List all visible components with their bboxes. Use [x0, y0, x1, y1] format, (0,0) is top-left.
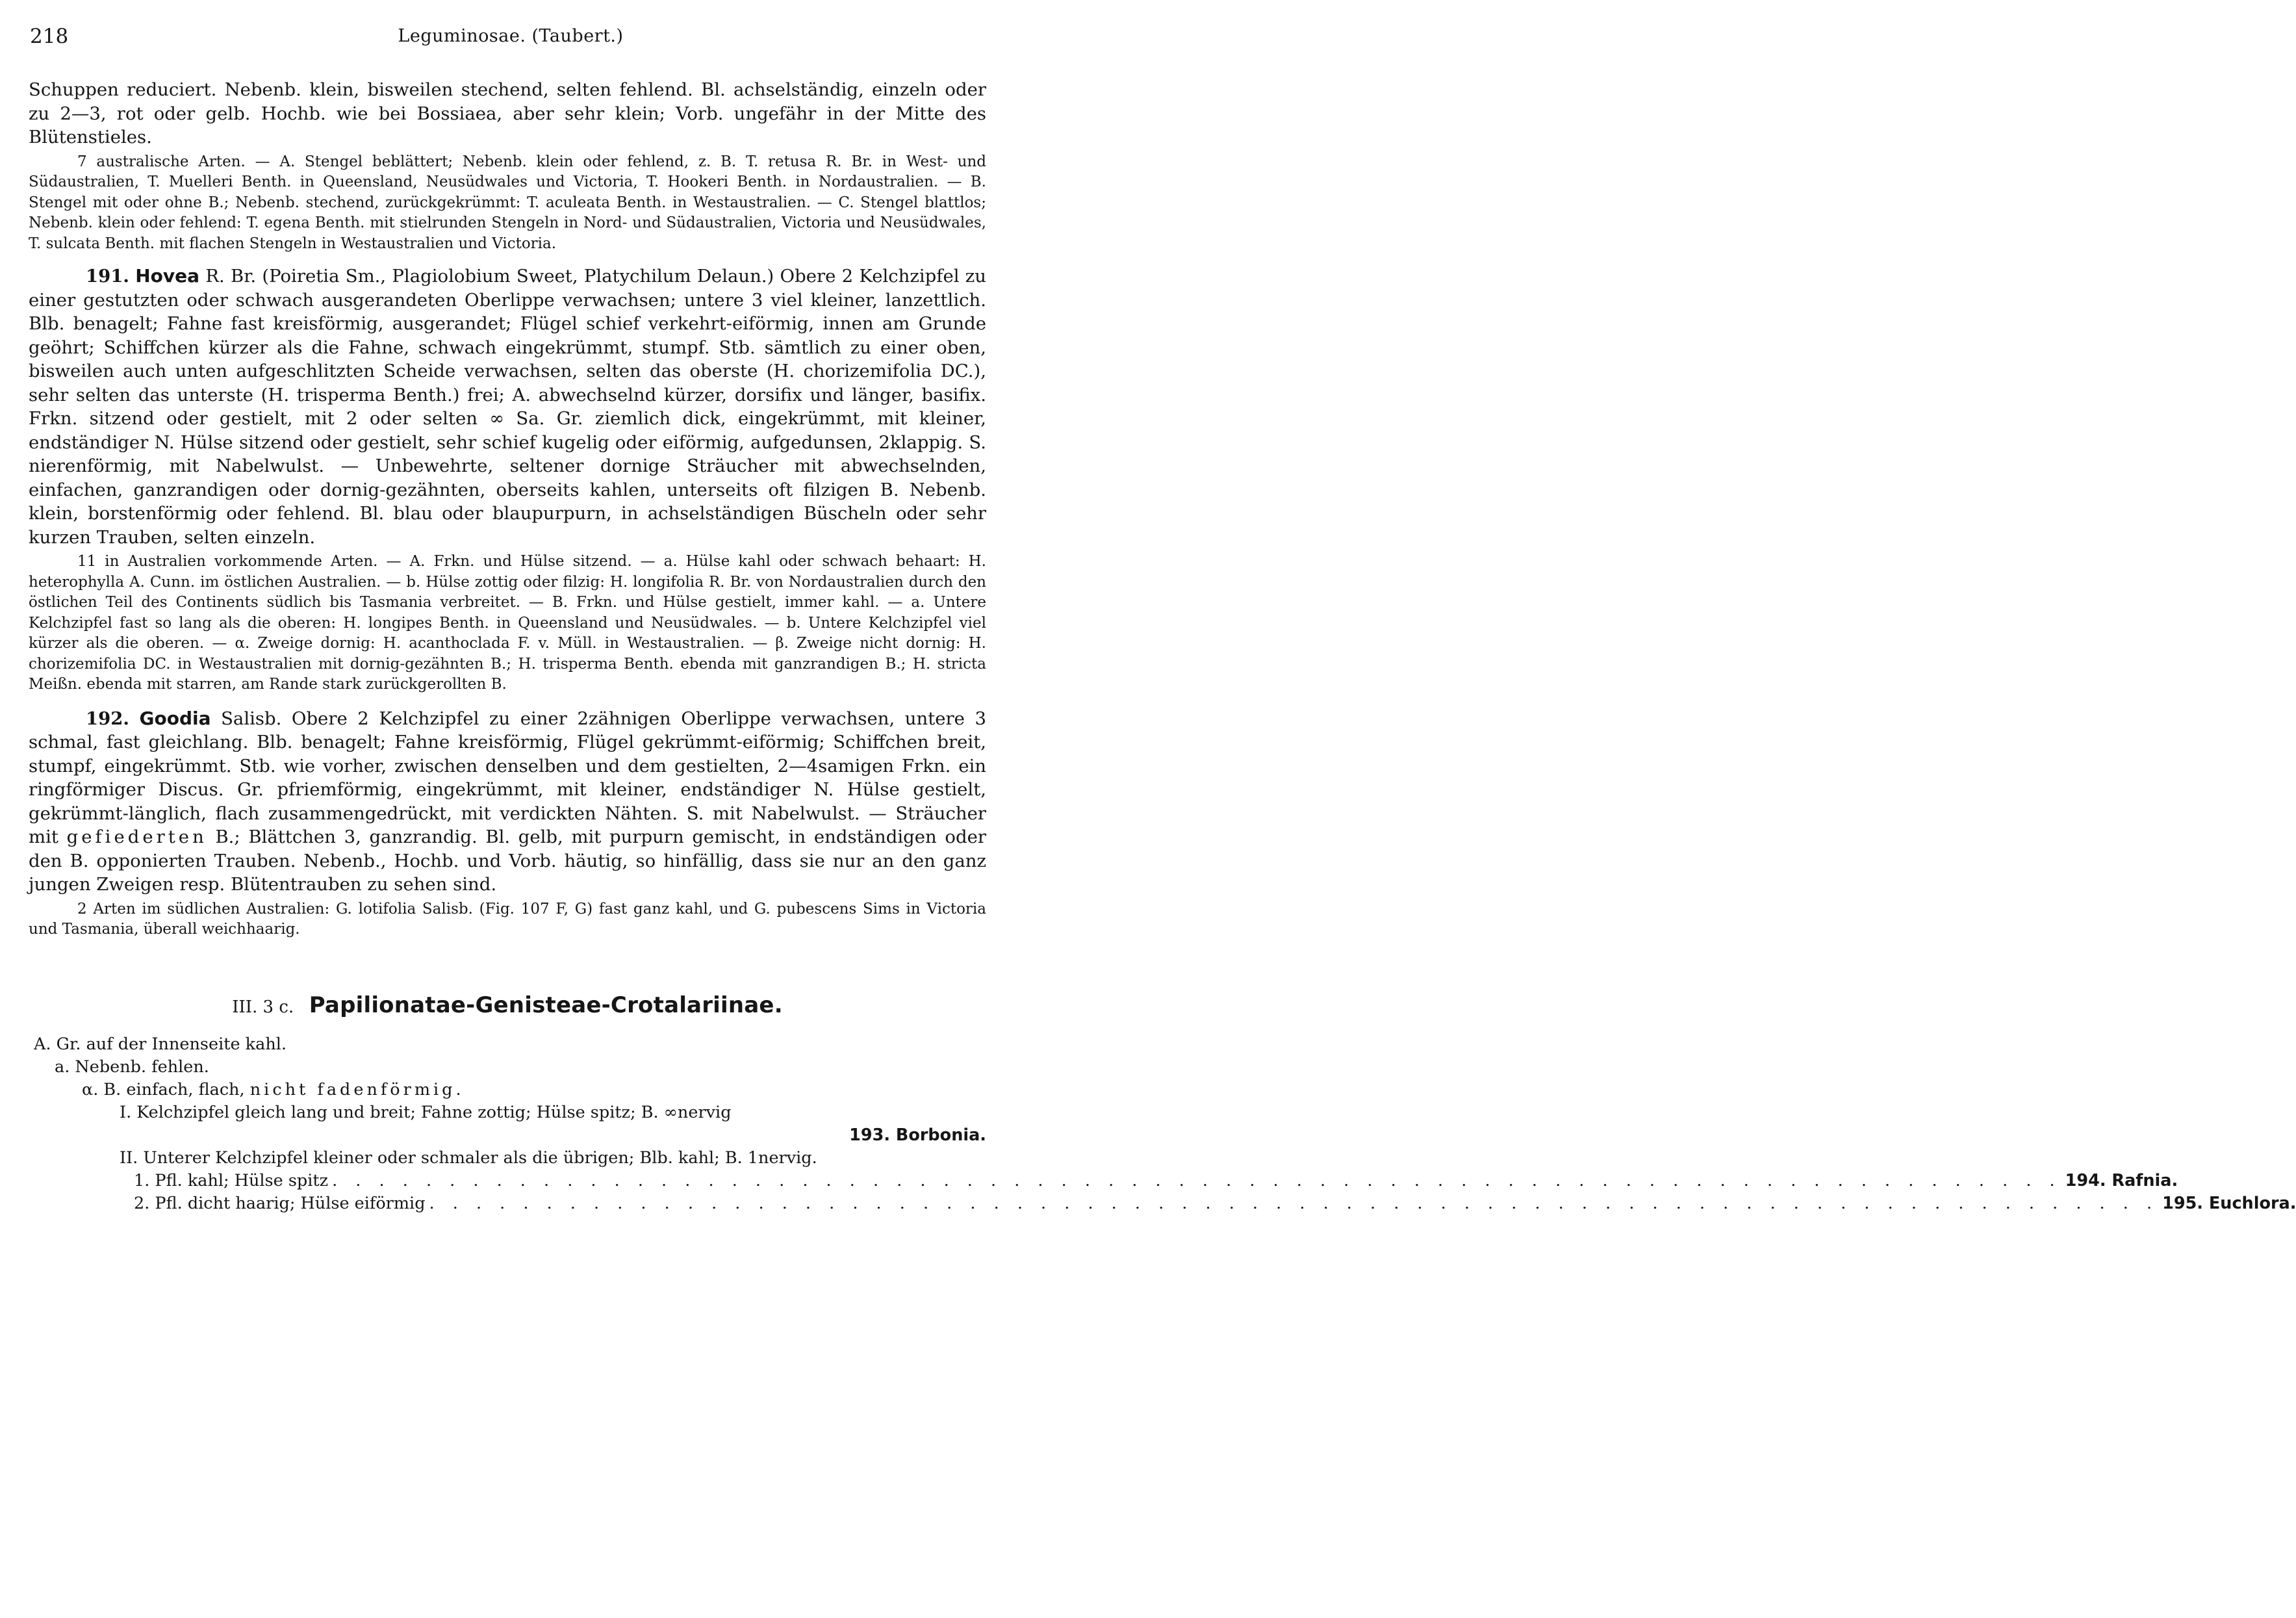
intro-paragraph: Schuppen reduciert. Nebenb. klein, bisweilen stechend, selten fehlend. Bl. achselständig, einzeln oder zu 2—3, rot oder gelb. Hochb. wie bei Bossiaea, aber sehr klein; Vorb. ungefähr in der Mitte des Blütenstieles. — [29, 79, 986, 148]
key-line-ii-1 — [29, 1170, 2178, 1192]
hovea-description: R. Br. (Poiretia Sm., Plagiolobium Sweet, Platychilum Delaun.) Obere 2 Kelchzipfel zu einer gestutzten oder schwach ausgerandeten Oberlippe verwachsen; untere 3 viel kleiner, lanzettlich. Blb. benagelt; Fahne fast kreisförmig, ausgerandet; Flügel schief verkehrt-eiförmig, innen am Grunde geöhrt; Schiffchen kürzer als die Fahne, schwach eingekrümmt, stumpf. Stb. sämtlich zu einer oben, bisweilen auch unten aufgeschlitzten Scheide verwachsen, selten das oberste (H. chorizemifolia DC.), sehr selten das unterste (H. trisperma Benth.) frei; A. abwechselnd kürzer, dorsifix und länger, basifix. Frkn. sitzend oder gestielt, mit 2 oder selten ∞ Sa. Gr. ziemlich dick, eingekrümmt, mit kleiner, endständiger N. Hülse sitzend oder gestielt, sehr schief kugelig oder eiförmig, aufgedunsen, 2klappig. S. nierenförmig, mit Nabelwulst. — Unbewehrte, seltener dornige Sträucher mit abwechselnden, einfachen, ganzrandigen oder dornig-gezähnten, oberseits kahlen, unterseits oft filzigen B. Nebenb. klein, borstenförmig oder fehlend. Bl. blau oder blaupurpurn, in achselständigen Büscheln oder sehr kurzen Trauben, selten einzeln. — [29, 266, 986, 548]
goodia-number: 192. — [86, 708, 129, 729]
leader-dots: . . . . . . . . . . . . . . . . . . . . . . . . . . . . . . . . . . . . . . . . . . . . . . . . . . . . . . . . . . . . . . . . . . . . . . . . . . — [332, 1170, 2061, 1190]
page-header — [30, 25, 991, 51]
goodia-description-a: Salisb. Obere 2 Kelchzipfel zu einer 2zähnigen Oberlippe verwachsen, untere 3 schmal, fast gleichlang. Blb. benagelt; Fahne kreisförmig, Flügel gekrümmt-eiförmig; Schiffchen breit, stumpf, eingekrümmt. Stb. wie vorher, zwischen denselben und dem gestielten, 2—4samigen Frkn. ein ringförmiger Discus. Gr. pfriemförmig, eingekrümmt, mit kleiner, endständiger N. Hülse gestielt, gekrümmt-länglich, flach zusammengedrückt, mit verdickten Nähten. S. mit Nabelwulst. — Sträucher mit — [29, 708, 986, 847]
goodia-spaced-word: gefiederten — [66, 827, 207, 847]
goodia-species-paragraph: 2 Arten im südlichen Australien: G. lotifolia Salisb. (Fig. 107 F, G) fast ganz kahl, und G. pubescens Sims in Victoria und Tasmania, überall weichhaarig. — [29, 900, 986, 938]
key-genus-borbonia: 193. Borbonia. — [849, 1125, 986, 1145]
hovea-species-paragraph: 11 in Australien vorkommende Arten. — A. Frkn. und Hülse sitzend. — a. Hülse kahl oder schwach behaart: H. heterophylla A. Cunn. im östlichen Australien. — b. Hülse zottig oder filzig: H. longifolia R. Br. von Nordaustralien durch den östlichen Teil des Continents südlich bis Tasmania verbreitet. — B. Frkn. und Hülse gestielt, immer kahl. — a. Untere Kelchzipfel fast so lang als die oberen: H. longipes Benth. in Queensland und Neusüdwales. — b. Untere Kelchzipfel viel kürzer als die oberen. — α. Zweige dornig: H. acanthoclada F. v. Müll. in Westaustralien. — β. Zweige nicht dornig: H. chorizemifolia DC. in Westaustralien mit dornig-gezähnten B.; H. trisperma Benth. ebenda mit ganzrandigen B.; H. stricta Meißn. ebenda mit starren, am Rande stark zurückgerollten B. — [29, 553, 986, 693]
page-number: 218 — [30, 25, 69, 48]
key-alpha-spaced: nicht fadenförmig. — [249, 1079, 465, 1099]
section-number: III. 3 c. — [232, 997, 294, 1017]
leader-dots: . . . . . . . . . . . . . . . . . . . . . . . . . . . . . . . . . . . . . . . . . . . . . . . . . . . . . . . . . . . . . . . . . . . . . . . . . . — [429, 1193, 2159, 1213]
identification-key — [29, 1033, 2296, 1215]
key-line-i: I. Kelchzipfel gleich lang und breit; Fahne zottig; Hülse spitz; B. ∞nervig — [120, 1102, 732, 1122]
section-name: Papilionatae-Genisteae-Crotalariinae. — [309, 992, 783, 1018]
running-title: Leguminosae. (Taubert.) — [398, 26, 624, 46]
key-ii-2-text: 2. Pfl. dicht haarig; Hülse eiförmig — [134, 1193, 426, 1213]
key-alpha-text: α. B. einfach, flach, — [82, 1079, 245, 1099]
key-ii-1-text: 1. Pfl. kahl; Hülse spitz — [134, 1170, 329, 1190]
key-genus-rafnia: 194. Rafnia. — [2065, 1170, 2178, 1190]
key-line-a-a: a. Nebenb. fehlen. — [55, 1057, 209, 1077]
key-line-ii-2 — [29, 1192, 2296, 1215]
goodia-description-b: B.; Blättchen 3, ganzrandig. Bl. gelb, mit purpurn gemischt, in endständigen oder den B. opponierten Trauben. Nebenb., Hochb. und Vorb. häutig, so hinfällig, dass sie nur an den ganz jungen Zweigen resp. Blütentrauben zu sehen sind. — [29, 827, 986, 895]
goodia-genus: Goodia — [139, 707, 211, 729]
section-heading — [29, 992, 986, 1020]
key-genus-euchlora: 195. Euchlora. — [2162, 1193, 2296, 1213]
goodia-paragraph — [29, 707, 986, 897]
key-line-ii: II. Unterer Kelchzipfel kleiner oder schmaler als die übrigen; Blb. kahl; B. 1nervig. — [120, 1148, 817, 1168]
hovea-genus: Hovea — [135, 265, 200, 287]
key-line-alpha — [29, 1079, 986, 1101]
hovea-paragraph — [29, 264, 986, 549]
page-body — [29, 78, 2296, 1215]
intro-species-paragraph: 7 australische Arten. — A. Stengel beblättert; Nebenb. klein oder fehlend, z. B. T. retusa R. Br. in West- und Südaustralien, T. Muelleri Benth. in Queensland, Neusüdwales und Victoria, T. Hookeri Benth. in Nordaustralien. — B. Stengel mit oder ohne B.; Nebenb. stechend, zurückgekrümmt: T. aculeata Benth. in Westaustralien. — C. Stengel blattlos; Nebenb. klein oder fehlend: T. egena Benth. mit stielrunden Stengeln in Nord- und Südaustralien, Victoria und Neusüdwales, T. sulcata Benth. mit flachen Stengeln in Westaustralien und Victoria. — [29, 153, 986, 252]
hovea-number: 191. — [86, 266, 129, 287]
key-line-a: A. Gr. auf der Innenseite kahl. — [34, 1034, 287, 1054]
